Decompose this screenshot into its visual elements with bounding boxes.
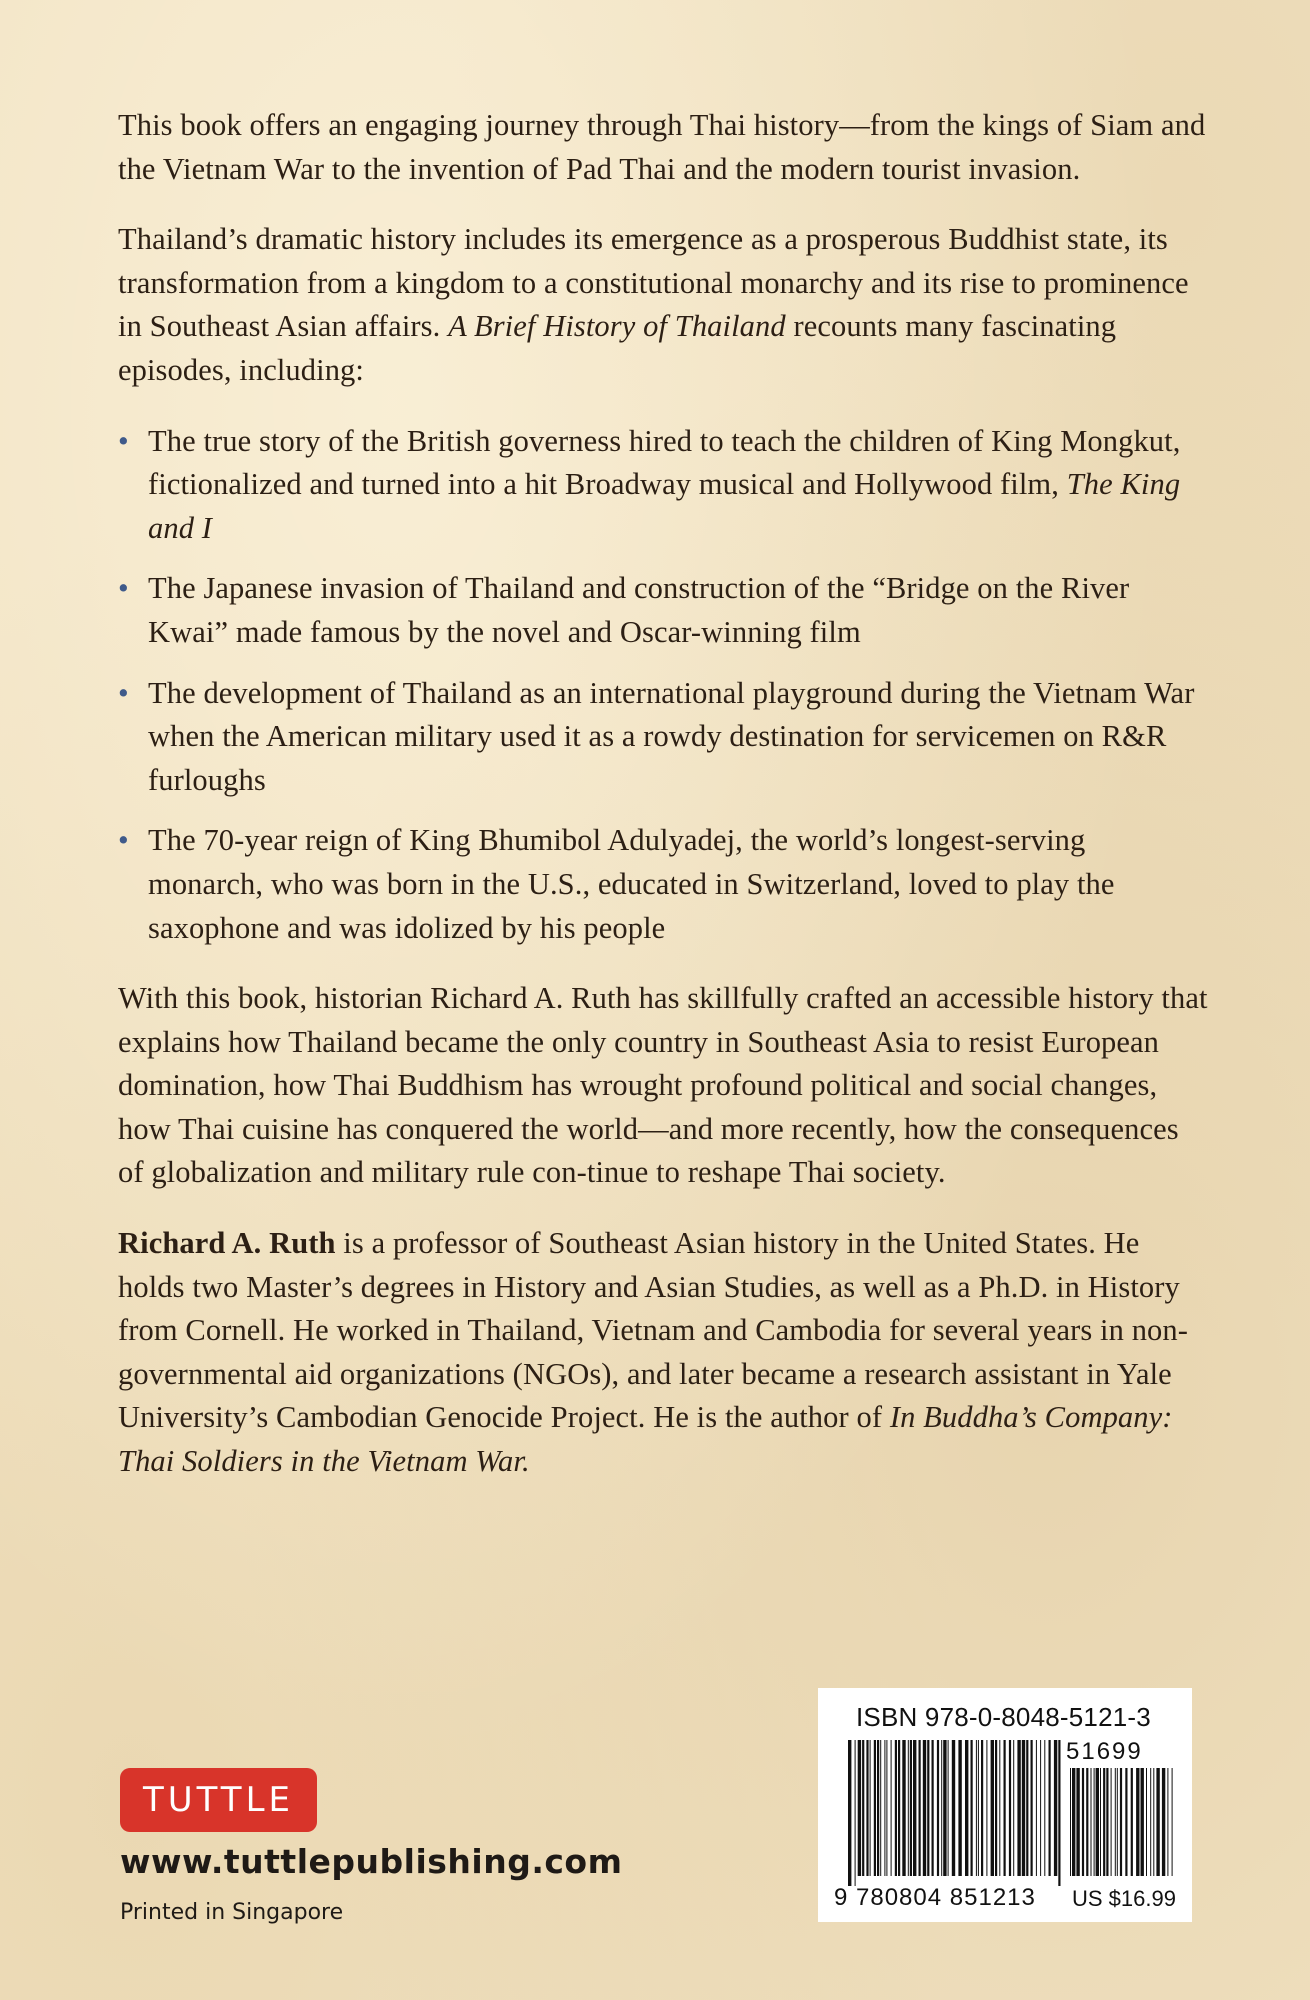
barcode-bar xyxy=(1100,1768,1101,1876)
barcode-bar xyxy=(919,1740,921,1876)
barcode-bar xyxy=(898,1740,900,1876)
bullet-icon: • xyxy=(118,823,129,858)
barcode-bar xyxy=(1172,1768,1173,1876)
barcode-icon xyxy=(848,1740,1062,1886)
barcode-bar xyxy=(908,1740,909,1876)
barcode-bar xyxy=(952,1740,955,1876)
barcode-bar xyxy=(1162,1768,1165,1876)
price-code: 51699 xyxy=(1066,1738,1143,1765)
summary-paragraph: With this book, historian Richard A. Ruth has skillfully crafted an accessible history that explains how Thailand became the only country in Southeast Asia to resist European domination, how Thai Buddhism has wrought profound political and social changes, how Thai cuisine has conquered the world—and more recently, how the consequences of globalization and military rule con-tinue to reshape Thai society. xyxy=(118,981,1208,1190)
barcode-bar xyxy=(1115,1768,1116,1876)
list-item-text: The 70-year reign of King Bhumibol Adulyadej, the world’s longest-serving monarch, who was born in the U.S., educated in Switzerland, loved to play the saxophone and was idolized by his people xyxy=(148,823,1115,945)
list-item-text: The development of Thailand as an international playground during the Vietnam War when the American military used it as a rowdy destination for servicemen on R&R furloughs xyxy=(148,675,1195,797)
barcode-bar xyxy=(932,1740,934,1876)
barcode-bar xyxy=(866,1740,868,1876)
author-other-book: In Buddha’s Company: Thai Soldiers in the Vietnam War. xyxy=(118,1400,1173,1479)
barcode-bar xyxy=(1009,1740,1011,1876)
barcode-bar xyxy=(1076,1768,1079,1876)
tuttle-logo: TUTTLE xyxy=(120,1768,317,1832)
book-title-italic: A Brief History of Thailand xyxy=(448,309,786,344)
barcode-bar xyxy=(927,1740,929,1876)
list-item xyxy=(118,420,1208,551)
barcode-bar xyxy=(943,1740,946,1876)
barcode-bar xyxy=(937,1740,939,1876)
barcode-bar xyxy=(1070,1768,1071,1876)
list-item-text: The Japanese invasion of Thailand and construction of the “Bridge on the River Kwai” made famous by the novel and Oscar-winning film xyxy=(148,571,1130,649)
publisher-website: www.tuttlepublishing.com xyxy=(120,1842,623,1881)
barcode-bar xyxy=(913,1740,916,1876)
author-bio-text: is a professor of Southeast Asian history in the United States. He holds two Master’s degrees in History and Asian Studies, as well as a Ph.D. in History from Cornell. He worked in Thailand, Vietnam and Cambodia for several years in non-governmental aid organizations (NGOs), and later became a research assistant in Yale University’s Cambodian Genocide Project. He is the author of xyxy=(118,1226,1189,1435)
barcode-bar xyxy=(891,1740,892,1876)
barcode-bar xyxy=(862,1740,864,1876)
barcode-bar xyxy=(880,1740,881,1876)
barcode-bar xyxy=(848,1740,851,1886)
history-paragraph-end: recounts many fascinating episodes, including: xyxy=(118,309,1117,387)
author-bio xyxy=(118,1222,1208,1484)
isbn-label: ISBN 978-0-8048-5121-3 xyxy=(856,1702,1151,1732)
author-name: Richard A. Ruth xyxy=(118,1226,336,1261)
barcode-bar xyxy=(958,1740,961,1876)
barcode-bar xyxy=(895,1740,897,1876)
list-item xyxy=(118,672,1208,803)
barcode-bar xyxy=(923,1740,926,1876)
barcode-bar xyxy=(1153,1768,1154,1876)
barcode-bar xyxy=(1120,1768,1122,1876)
barcode-bar xyxy=(1040,1740,1041,1876)
barcode-bar xyxy=(978,1740,979,1876)
barcode-bar xyxy=(1146,1768,1147,1876)
barcode-bar xyxy=(1054,1740,1057,1876)
barcode-bar xyxy=(1058,1740,1060,1886)
barcode-bar xyxy=(995,1740,997,1876)
barcode-bar xyxy=(948,1740,949,1876)
ean-digits: 9 780804 851213 xyxy=(834,1884,1036,1911)
barcode-bar xyxy=(1117,1768,1118,1876)
barcode-bar xyxy=(1086,1768,1088,1876)
barcode-bar xyxy=(1082,1768,1084,1876)
barcode-bar xyxy=(1103,1768,1105,1876)
barcode-bar xyxy=(941,1740,942,1876)
barcode-bar xyxy=(1044,1740,1045,1876)
barcode-bar xyxy=(971,1740,973,1876)
barcode-bar xyxy=(1091,1768,1092,1876)
barcode-bar xyxy=(965,1740,968,1876)
barcode-bar xyxy=(855,1740,856,1886)
printed-location: Printed in Singapore xyxy=(120,1900,344,1925)
barcode-bar xyxy=(1150,1768,1151,1876)
list-item xyxy=(118,819,1208,950)
history-paragraph-start: Thailand’s dramatic history includes its emergence as a prosperous Buddhist state, its transformation from a kingdom to a constitutional monarchy and its rise to prominence in Southeast Asian affairs. xyxy=(118,222,1189,344)
barcode-bar xyxy=(1013,1740,1014,1876)
barcode-panel xyxy=(818,1688,1192,1922)
barcode-bar xyxy=(870,1740,871,1876)
barcode-bar xyxy=(884,1740,885,1876)
barcode-bar xyxy=(1049,1740,1051,1876)
barcode-bar xyxy=(986,1740,987,1876)
barcode-bar xyxy=(1036,1740,1037,1876)
barcode-bar xyxy=(1026,1740,1028,1876)
history-paragraph xyxy=(118,218,1208,392)
barcode-bar xyxy=(874,1740,876,1876)
barcode-bar xyxy=(1072,1768,1075,1876)
list-item-italic: The King and I xyxy=(148,467,1181,545)
episode-list xyxy=(118,420,1208,951)
barcode-bar xyxy=(1106,1768,1108,1876)
barcode-bar xyxy=(1167,1768,1168,1876)
barcode-bar xyxy=(1017,1740,1020,1876)
intro-paragraph: This book offers an engaging journey through Thai history—from the kings of Siam and the Vietnam War to the invention of Pad Thai and the modern tourist invasion. xyxy=(118,108,1206,186)
bullet-icon: • xyxy=(118,571,129,606)
barcode-bar xyxy=(910,1740,912,1876)
barcode-bar xyxy=(1131,1768,1133,1876)
bullet-icon: • xyxy=(118,423,129,458)
barcode-bar xyxy=(981,1740,983,1876)
barcode-bar xyxy=(1094,1768,1095,1876)
barcode-bar xyxy=(976,1740,977,1876)
barcode-bar xyxy=(1141,1768,1144,1876)
barcode-bar xyxy=(1156,1768,1159,1876)
barcode-bar xyxy=(1004,1740,1006,1876)
barcode-bar xyxy=(877,1740,879,1876)
bullet-icon: • xyxy=(118,675,129,710)
barcode-bar xyxy=(1111,1768,1112,1876)
barcode-bar xyxy=(858,1740,861,1876)
barcode-bar xyxy=(886,1740,887,1876)
list-item-text: The true story of the British governess hired to teach the children of King Mongkut, fictionalized and turned into a hit Broadway musical and Hollywood film, xyxy=(148,423,1181,502)
barcode-bar xyxy=(1022,1740,1025,1876)
barcode-bar xyxy=(999,1740,1000,1876)
price-barcode-icon xyxy=(1070,1768,1176,1886)
list-item xyxy=(118,567,1208,654)
barcode-bar xyxy=(1136,1768,1139,1876)
back-cover-text xyxy=(118,104,1208,1511)
barcode-bar xyxy=(1125,1768,1127,1876)
price-label: US $16.99 xyxy=(1072,1886,1176,1911)
barcode-bar xyxy=(991,1740,994,1876)
barcode-bar xyxy=(1031,1740,1033,1876)
barcode-bar xyxy=(902,1740,905,1876)
barcode-bar xyxy=(1096,1768,1099,1876)
